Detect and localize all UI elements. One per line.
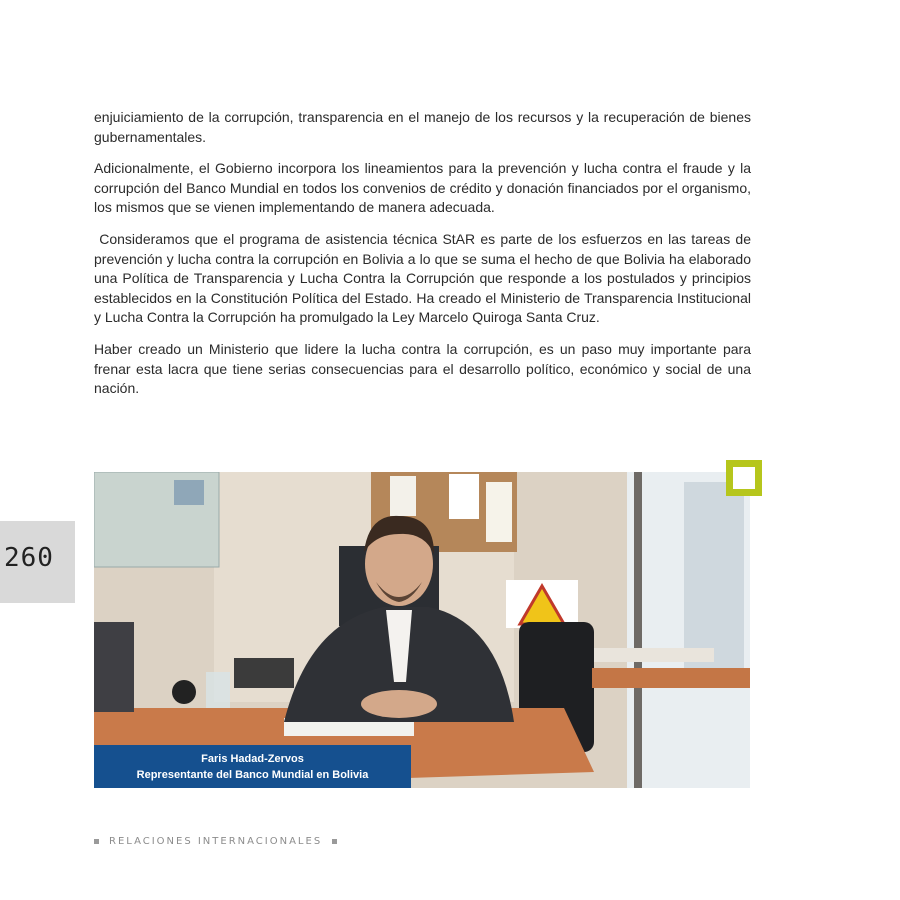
paragraph-3: Consideramos que el programa de asistencia técnica StAR es parte de los esfuerzos en las tareas de prevención y lucha contra la corrupción en Bolivia a lo que se suma el hecho de que Bolivia ha elaborado una Política de Transparencia y Lucha Contra la Corrupción que responde a los postulados y principios establecidos en la Constitución Política del Estado. Ha creado el Ministerio de Transparencia Institucional y Lucha Contra la Corrupción ha promulgado la Ley Marcelo Quiroga Santa Cruz. bbox=[94, 230, 755, 326]
footer bbox=[94, 836, 337, 847]
paragraph-4: Haber creado un Ministerio que lidere la lucha contra la corrupción, es un paso muy importante para frenar esta lacra que tiene serias consecuencias para el desarrollo político, económico y social de una nación. bbox=[94, 340, 751, 397]
caption-role: Representante del Banco Mundial en Bolivia bbox=[136, 768, 369, 781]
footer-bullet-left bbox=[94, 839, 99, 844]
accent-square bbox=[726, 460, 762, 496]
paragraph-1: enjuiciamiento de la corrupción, transparencia en el manejo de los recursos y la recuperación de bienes gubernamentales. bbox=[94, 109, 751, 145]
paragraph-2: Adicionalmente, el Gobierno incorpora los lineamientos para la prevención y lucha contra el fraude y la corrupción del Banco Mundial en todos los convenios de crédito y donación financiados por el organismo, los mismos que se vienen implementando de manera adecuada. bbox=[94, 160, 751, 216]
photo-caption bbox=[94, 745, 411, 788]
footer-bullet-right bbox=[332, 839, 337, 844]
office-photo bbox=[94, 472, 750, 788]
body-text bbox=[94, 108, 755, 411]
caption-name: Faris Hadad-Zervos bbox=[201, 752, 304, 765]
page-number: 260 bbox=[4, 543, 54, 573]
footer-section-title: RELACIONES INTERNACIONALES bbox=[109, 836, 323, 847]
